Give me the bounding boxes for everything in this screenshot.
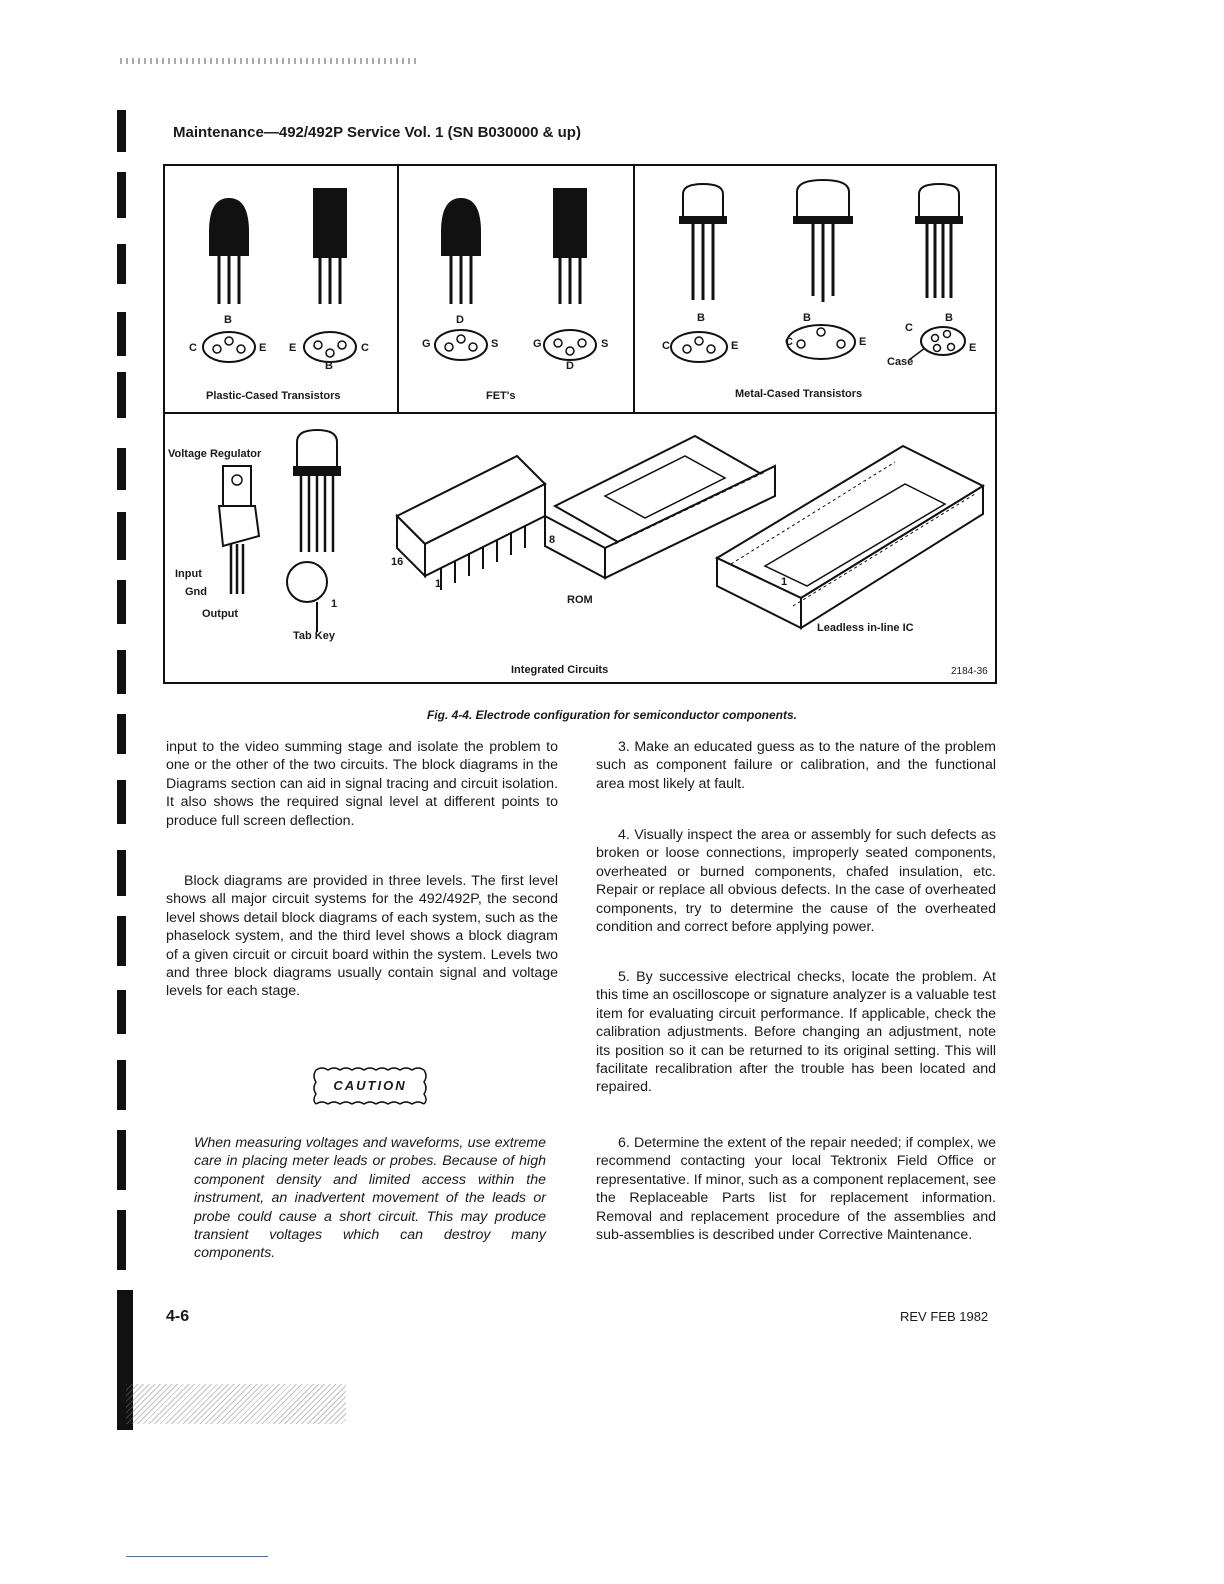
paragraph: 6. Determine the extent of the repair needed; if complex, we recommend contacting your local Tektronix Field Office or representative. If minor, such as a component replacement, see the Replaceable Parts list for replacement information. Removal and replacement procedure of the assemblies and sub-assemblies is described under Corrective Maintenance. xyxy=(596,1135,996,1244)
page-number: 4-6 xyxy=(166,1308,190,1325)
paragraph: 5. By successive electrical checks, locate the problem. At this time an oscilloscope or signature analyzer is a valuable test item for evaluating circuit performance. If applicable, check the calibration adjustments. Before changing an adjustment, note its position so it can be returned to its original setting. This will facilitate recalibration after the trouble has been located and repaired. xyxy=(596,969,996,1096)
revision-date: REV FEB 1982 xyxy=(900,1309,989,1324)
pin-s: S xyxy=(491,338,499,350)
binding-mark xyxy=(117,850,126,896)
caution-box xyxy=(312,1066,428,1106)
pin-c: C xyxy=(662,340,670,352)
fet-flat-icon xyxy=(553,188,587,304)
metal-can-transistor-icon xyxy=(793,180,853,302)
pin-b: B xyxy=(803,312,811,324)
plastic-transistor-flat-icon xyxy=(313,188,347,304)
label-dip-1: 1 xyxy=(435,578,442,590)
dip-ic-icon xyxy=(397,456,545,590)
binding-mark xyxy=(117,110,126,152)
pin-c: C xyxy=(361,342,369,354)
metal-can-transistor-icon xyxy=(679,184,727,300)
figure-caption: Fig. 4-4. Electrode configuration for semiconductor components. xyxy=(426,708,798,722)
pin-e: E xyxy=(259,342,267,354)
pin-e: E xyxy=(731,340,739,352)
binding-mark xyxy=(117,448,126,490)
binding-mark xyxy=(117,312,126,356)
scan-edge-bottom xyxy=(126,1384,346,1424)
label-pin-one: 1 xyxy=(331,598,338,610)
paragraph: When measuring voltages and waveforms, use extreme care in placing meter leads or probes. Because of high component density and limited access within the instrument, an inadvertent movement of the leads or probe could cause a short circuit. This may produce transient voltages which can destroy many components. xyxy=(194,1135,546,1262)
right-column xyxy=(596,968,996,1097)
pin-d: D xyxy=(456,314,464,326)
pin-b: B xyxy=(224,314,232,326)
pin-e: E xyxy=(859,336,867,348)
pin-d: D xyxy=(566,360,574,372)
pin-c: C xyxy=(189,342,197,354)
binding-mark xyxy=(117,1130,126,1190)
binding-mark xyxy=(117,172,126,218)
binding-mark xyxy=(117,372,126,418)
caution-text xyxy=(194,1134,546,1263)
pin-case: Case xyxy=(887,356,914,368)
right-column xyxy=(596,1134,996,1244)
pin-e: E xyxy=(969,342,977,354)
left-column xyxy=(166,872,558,1001)
page-header: Maintenance—492/492P Service Vol. 1 (SN B030000 & up) xyxy=(173,124,581,141)
right-column xyxy=(596,826,996,936)
binding-mark xyxy=(117,780,126,824)
binding-mark xyxy=(117,990,126,1034)
label-dip-16: 16 xyxy=(391,556,404,568)
paragraph: 4. Visually inspect the area or assembly for such defects as broken or loose connections, improperly seated components, overheated or burned components, chafed insulation, etc. Repair or replace all obvious defects. In the case of overheated components, try to determine the cause of the overheated condition and correct before applying power. xyxy=(596,827,996,936)
pin-c: C xyxy=(905,322,913,334)
pin-g: G xyxy=(422,338,431,350)
left-column xyxy=(166,738,558,830)
paragraph: Block diagrams are provided in three levels. The first level shows all major circuit systems for the 492/492P, the second level shows detail block diagrams of each system, such as the phaselock system, and the third level shows a block diagram of a given circuit or circuit board within the system. Levels two and three block diagrams usually contain signal and voltage levels for each stage. xyxy=(166,873,558,1000)
binding-mark xyxy=(117,244,126,284)
pin-b: B xyxy=(697,312,705,324)
fet-round-icon xyxy=(441,198,481,304)
paragraph: 3. Make an educated guess as to the nature of the problem such as component failure or calibration, and the functional area most likely at fault. xyxy=(596,739,996,792)
pin-g: G xyxy=(533,338,542,350)
pin-b: B xyxy=(945,312,953,324)
label-rom: ROM xyxy=(567,594,593,606)
voltage-regulator-icon xyxy=(219,466,259,594)
caution-label: CAUTION xyxy=(333,1078,407,1093)
pin-c: C xyxy=(785,336,793,348)
label-dip-8: 8 xyxy=(549,534,556,546)
right-column xyxy=(596,738,996,793)
metal-can-transistor-icon xyxy=(915,184,963,298)
scan-edge-top xyxy=(120,58,420,64)
tab-key-icon xyxy=(287,562,327,602)
binding-mark xyxy=(117,512,126,560)
binding-mark xyxy=(117,1060,126,1110)
label-input: Input xyxy=(175,568,202,580)
label-lead-1: 1 xyxy=(781,576,788,588)
paragraph: input to the video summing stage and isolate the problem to one or the other of the two circuits. The block diagrams in the Diagrams section can aid in signal tracing and circuit isolation. It also shows the required signal level at different points to produce full screen deflection. xyxy=(166,739,558,829)
pin-b: B xyxy=(325,360,333,372)
binding-mark xyxy=(117,580,126,624)
label-gnd: Gnd xyxy=(185,586,207,598)
figure-code: 2184-36 xyxy=(951,666,988,677)
pinout-oval-icon xyxy=(921,327,965,355)
binding-mark xyxy=(117,1210,126,1270)
pin-s: S xyxy=(601,338,609,350)
plastic-transistor-round-icon xyxy=(209,198,249,304)
label-plastic: Plastic-Cased Transistors xyxy=(206,390,341,402)
binding-mark xyxy=(117,650,126,694)
label-tab-key: Tab Key xyxy=(293,630,335,642)
metal-can-ic-icon xyxy=(293,430,341,552)
label-fet: FET's xyxy=(486,390,516,402)
label-metal: Metal-Cased Transistors xyxy=(735,388,863,400)
page-edge-line xyxy=(126,1556,268,1557)
binding-mark xyxy=(117,916,126,966)
figure-box xyxy=(163,164,997,684)
label-ic: Integrated Circuits xyxy=(511,664,609,676)
label-leadless: Leadless in-line IC xyxy=(817,622,914,634)
label-output: Output xyxy=(202,608,239,620)
label-voltage-regulator: Voltage Regulator xyxy=(168,448,262,460)
pin-e: E xyxy=(289,342,297,354)
